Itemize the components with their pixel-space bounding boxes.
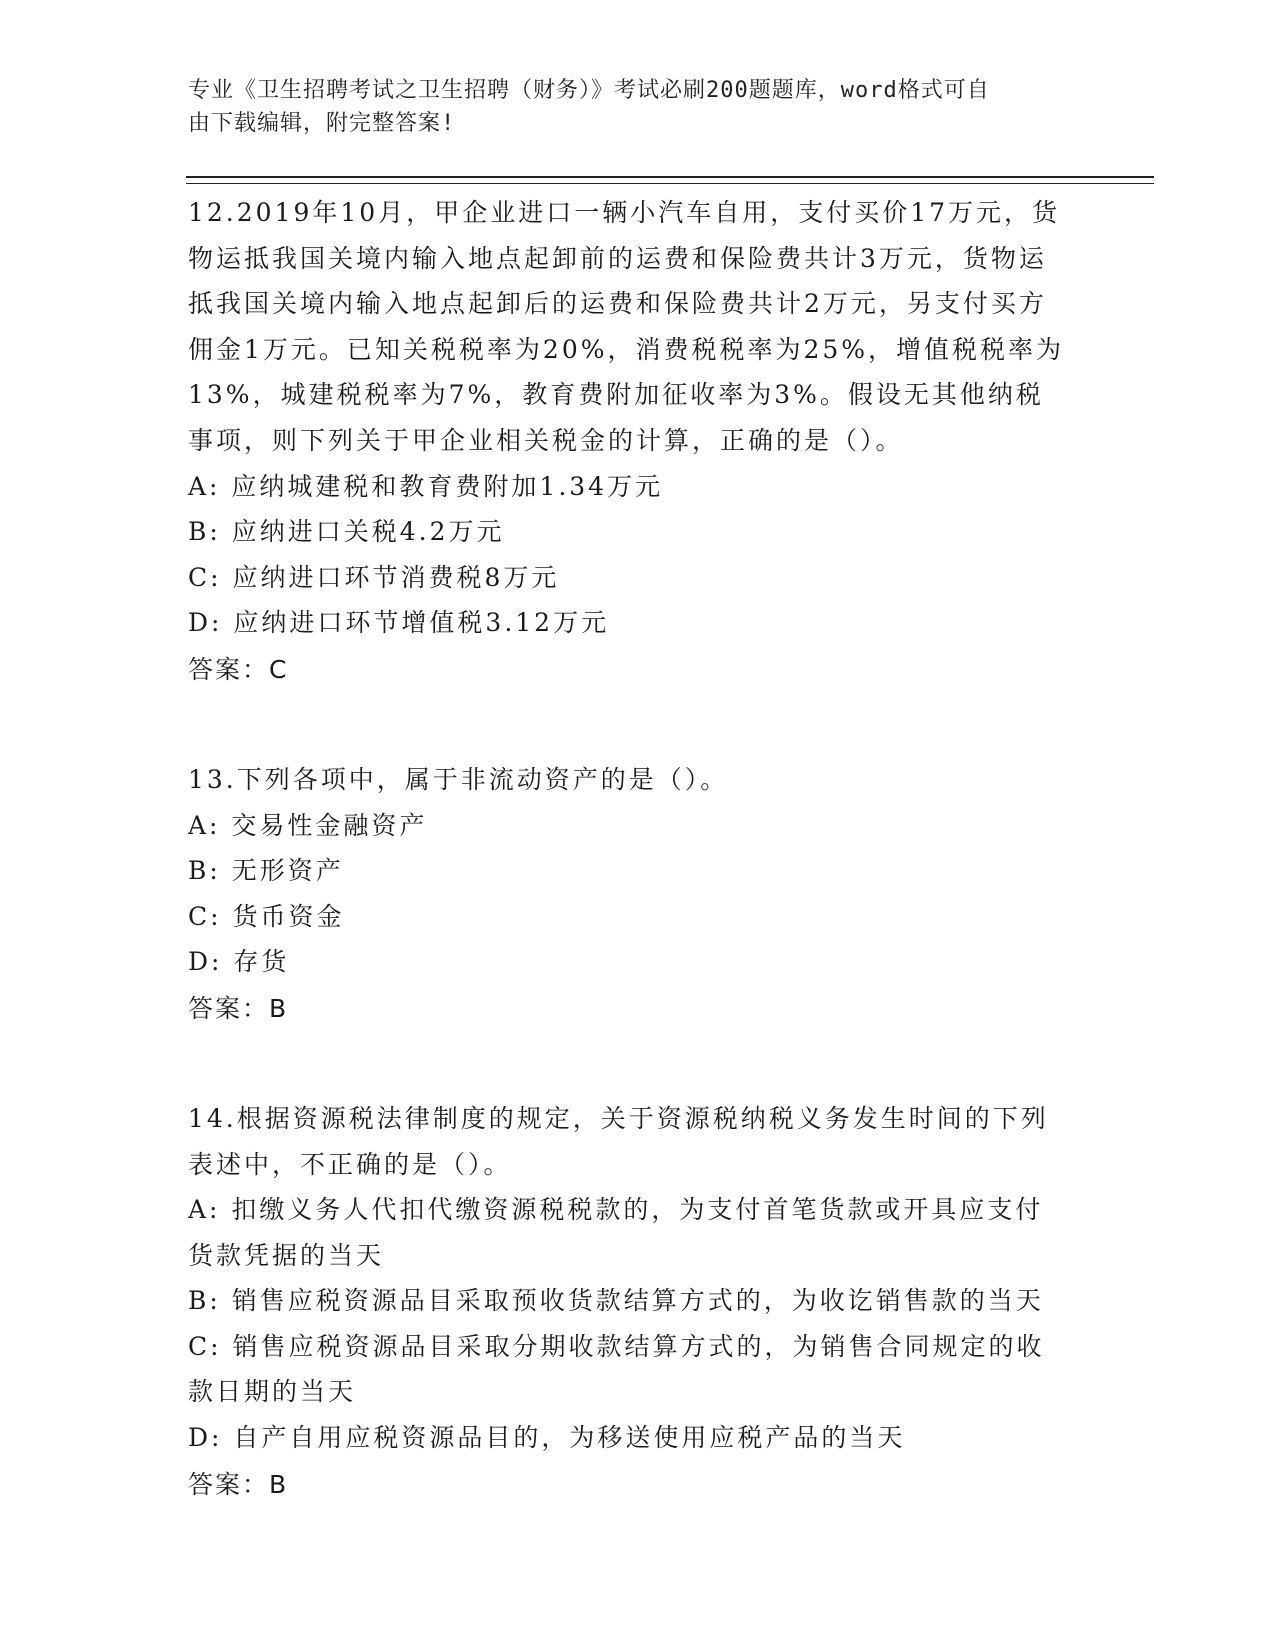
question-stem: 12.2019年10月，甲企业进口一辆小汽车自用，支付买价17万元，货物运抵我国关境内输入地点起卸前的运费和保险费共计3万元，货物运抵我国关境内输入地点起卸后的运费和保险费共计2万元，另支付买方佣金1万元。已知关税税率为20%，消费税税率为25%，增值税税率为13%，城建税税率为7%，教育费附加征收率为3%。假设无其他纳税事项，则下列关于甲企业相关税金的计算，正确的是（）。	[188, 198, 1065, 455]
option-c: C: 货币资金	[188, 901, 345, 931]
option-d: D: 存货	[188, 947, 290, 977]
answer: 答案：C	[188, 654, 289, 684]
question-list	[188, 190, 1068, 1508]
question-stem: 13.下列各项中，属于非流动资产的是（）。	[188, 764, 729, 794]
answer: 答案：B	[188, 993, 289, 1023]
question-spacer	[188, 693, 1068, 757]
question-stem: 14.根据资源税法律制度的规定，关于资源税纳税义务发生时间的下列表述中，不正确的是（）。	[188, 1103, 1049, 1179]
option-b: B: 销售应税资源品目采取预收货款结算方式的，为收讫销售款的当天	[188, 1286, 1044, 1316]
option-d: D: 应纳进口环节增值税3.12万元	[188, 608, 610, 638]
question-12	[188, 190, 1068, 693]
document-header	[188, 74, 1088, 140]
answer: 答案：B	[188, 1469, 289, 1499]
header-line-1: 专业《卫生招聘考试之卫生招聘（财务）》考试必刷200题题库，word格式可自	[188, 78, 990, 103]
question-spacer	[188, 1032, 1068, 1096]
option-a: A: 交易性金融资产	[188, 810, 428, 840]
header-divider-thick	[186, 176, 1154, 178]
header-divider-thin	[186, 183, 1154, 184]
option-b: B: 无形资产	[188, 856, 344, 886]
option-a: A: 扣缴义务人代扣代缴资源税税款的，为支付首笔货款或开具应支付货款凭据的当天	[188, 1195, 1044, 1270]
question-13	[188, 757, 1068, 1032]
question-14	[188, 1096, 1068, 1508]
header-line-2: 由下载编辑，附完整答案!	[188, 111, 456, 136]
option-c: C: 应纳进口环节消费税8万元	[188, 562, 560, 592]
option-a: A: 应纳城建税和教育费附加1.34万元	[188, 471, 664, 501]
option-d: D: 自产自用应税资源品目的，为移送使用应税产品的当天	[188, 1423, 906, 1453]
option-c: C: 销售应税资源品目采取分期收款结算方式的，为销售合同规定的收款日期的当天	[188, 1331, 1045, 1407]
option-b: B: 应纳进口关税4.2万元	[188, 517, 505, 547]
